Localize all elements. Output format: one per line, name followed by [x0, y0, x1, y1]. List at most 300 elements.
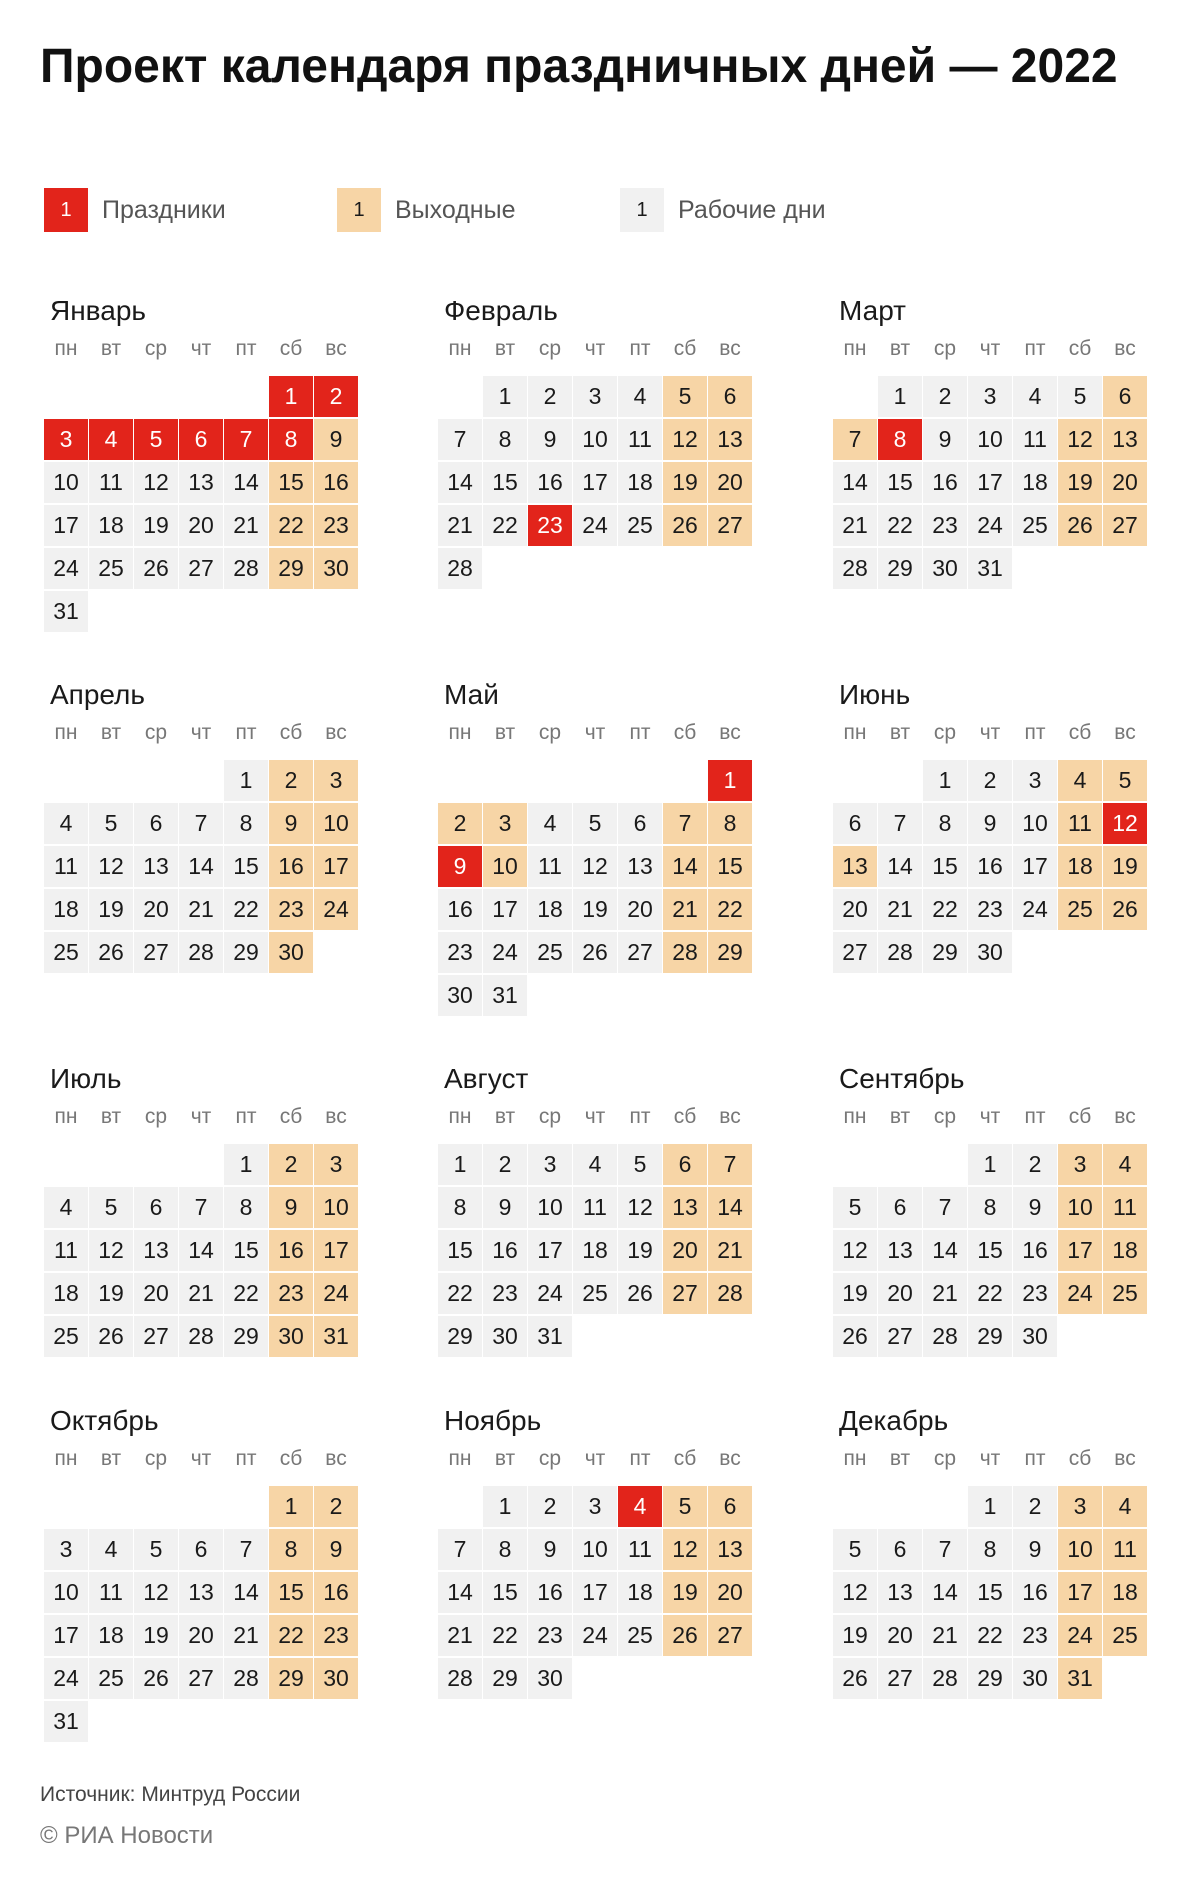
weekday-label: ср	[538, 1105, 562, 1128]
day-cell-work: 6	[833, 803, 877, 844]
day-cell-weekend: 30	[314, 1658, 358, 1699]
weekday-label: вт	[100, 337, 122, 360]
weekday-label: вт	[100, 1105, 122, 1128]
day-cell-weekend: 25	[1103, 1615, 1147, 1656]
day-cell-work: 11	[44, 1230, 88, 1271]
day-cell-work: 18	[528, 889, 572, 930]
day-cell-work: 22	[224, 1273, 268, 1314]
day-cell-work: 26	[573, 932, 617, 973]
day-cell-weekend: 21	[663, 889, 707, 930]
day-cell-work: 11	[89, 462, 133, 503]
day-cell-work: 29	[224, 932, 268, 973]
day-cell-weekend: 21	[708, 1230, 752, 1271]
day-cell-weekend: 22	[269, 505, 313, 546]
day-cell-weekend: 14	[663, 846, 707, 887]
day-cell-weekend: 2	[269, 760, 313, 801]
day-cell-work: 1	[483, 376, 527, 417]
day-cell-work: 16	[528, 1572, 572, 1613]
weekday-label: пт	[1024, 1447, 1046, 1470]
source-note: Источник: Минтруд России	[40, 1783, 301, 1806]
day-cell-weekend: 27	[708, 505, 752, 546]
weekday-label: чт	[190, 337, 212, 360]
day-cell-work: 3	[968, 376, 1012, 417]
day-cell-weekend: 15	[269, 462, 313, 503]
day-cell-work: 9	[483, 1187, 527, 1228]
day-cell-work: 28	[878, 932, 922, 973]
day-cell-weekend: 5	[1103, 760, 1147, 801]
day-cell-work: 11	[44, 846, 88, 887]
weekday-label: вс	[325, 1447, 347, 1470]
day-cell-work: 28	[438, 548, 482, 589]
day-cell-weekend: 6	[708, 376, 752, 417]
day-cell-weekend: 7	[663, 803, 707, 844]
weekday-label: вс	[1114, 721, 1136, 744]
day-cell-weekend: 10	[1058, 1187, 1102, 1228]
weekday-label: чт	[979, 1105, 1001, 1128]
weekday-label: сб	[279, 1447, 303, 1470]
day-cell-weekend: 17	[1058, 1572, 1102, 1613]
day-cell-work: 18	[618, 1572, 662, 1613]
day-cell-work: 23	[528, 1615, 572, 1656]
day-cell-weekend: 6	[708, 1486, 752, 1527]
day-cell-work: 1	[968, 1144, 1012, 1185]
weekday-label: пн	[843, 721, 867, 744]
day-cell-work: 27	[179, 548, 223, 589]
day-cell-work: 7	[438, 1529, 482, 1570]
day-cell-work: 16	[528, 462, 572, 503]
day-cell-weekend: 1	[269, 1486, 313, 1527]
weekday-label: пт	[629, 337, 651, 360]
day-cell-work: 8	[923, 803, 967, 844]
day-cell-work: 23	[1013, 1615, 1057, 1656]
day-cell-work: 1	[878, 376, 922, 417]
day-cell-work: 14	[833, 462, 877, 503]
day-cell-work: 12	[89, 1230, 133, 1271]
day-cell-weekend: 10	[483, 846, 527, 887]
weekday-label: чт	[979, 337, 1001, 360]
weekday-label: сб	[673, 1447, 697, 1470]
month-name: Октябрь	[50, 1405, 159, 1436]
day-cell-work: 19	[833, 1615, 877, 1656]
day-cell-weekend: 28	[663, 932, 707, 973]
day-grid	[833, 1144, 1153, 1404]
day-grid	[44, 760, 364, 1020]
day-cell-work: 20	[878, 1615, 922, 1656]
day-cell-weekend: 6	[1103, 376, 1147, 417]
day-cell-work: 19	[573, 889, 617, 930]
day-cell-work: 10	[573, 419, 617, 460]
day-cell-weekend: 10	[314, 803, 358, 844]
day-cell-work: 22	[224, 889, 268, 930]
weekday-label: пн	[54, 721, 78, 744]
day-cell-work: 1	[968, 1486, 1012, 1527]
weekday-label: пн	[843, 337, 867, 360]
day-cell-weekend: 5	[663, 376, 707, 417]
day-cell-work: 7	[179, 803, 223, 844]
day-cell-weekend: 23	[314, 1615, 358, 1656]
day-cell-weekend: 11	[1103, 1187, 1147, 1228]
day-cell-work: 2	[923, 376, 967, 417]
day-cell-weekend: 3	[314, 760, 358, 801]
day-cell-weekend: 3	[1058, 1144, 1102, 1185]
legend-item-work	[620, 188, 826, 232]
day-cell-weekend: 29	[708, 932, 752, 973]
day-cell-work: 5	[89, 803, 133, 844]
day-cell-work: 11	[618, 1529, 662, 1570]
day-cell-work: 6	[179, 1529, 223, 1570]
day-cell-work: 24	[573, 505, 617, 546]
weekday-label: пт	[235, 337, 257, 360]
day-cell-work: 15	[968, 1230, 1012, 1271]
weekday-label: вс	[1114, 1105, 1136, 1128]
weekday-label: пн	[54, 1105, 78, 1128]
month-name: Февраль	[444, 295, 558, 326]
day-cell-work: 25	[89, 548, 133, 589]
weekday-label: ср	[933, 1447, 957, 1470]
day-cell-work: 14	[179, 1230, 223, 1271]
day-cell-work: 28	[923, 1658, 967, 1699]
day-cell-work: 25	[618, 505, 662, 546]
month-8	[438, 1062, 758, 1404]
day-cell-work: 17	[968, 462, 1012, 503]
day-cell-work: 10	[44, 1572, 88, 1613]
day-cell-weekend: 4	[1103, 1144, 1147, 1185]
day-cell-holiday: 2	[314, 376, 358, 417]
day-cell-work: 20	[179, 1615, 223, 1656]
day-cell-work: 26	[134, 548, 178, 589]
weekday-header	[438, 1444, 758, 1474]
day-cell-work: 23	[438, 932, 482, 973]
day-cell-weekend: 10	[1058, 1529, 1102, 1570]
day-cell-work: 15	[483, 462, 527, 503]
day-cell-work: 25	[44, 932, 88, 973]
day-cell-work: 4	[528, 803, 572, 844]
day-cell-work: 28	[438, 1658, 482, 1699]
day-cell-weekend: 9	[314, 1529, 358, 1570]
day-cell-work: 31	[44, 591, 88, 632]
day-cell-weekend: 31	[1058, 1658, 1102, 1699]
day-cell-work: 27	[134, 1316, 178, 1357]
day-cell-work: 9	[968, 803, 1012, 844]
day-cell-work: 22	[968, 1615, 1012, 1656]
day-cell-work: 26	[833, 1316, 877, 1357]
day-cell-weekend: 4	[1058, 760, 1102, 801]
day-cell-weekend: 27	[708, 1615, 752, 1656]
day-cell-work: 11	[618, 419, 662, 460]
day-cell-work: 8	[968, 1529, 1012, 1570]
day-cell-work: 20	[179, 505, 223, 546]
day-cell-work: 4	[89, 1529, 133, 1570]
day-cell-work: 24	[528, 1273, 572, 1314]
month-name: Июнь	[839, 679, 911, 710]
day-cell-work: 25	[1013, 505, 1057, 546]
legend-item-weekend	[337, 188, 515, 232]
day-cell-work: 21	[224, 505, 268, 546]
day-cell-work: 18	[89, 1615, 133, 1656]
day-cell-weekend: 31	[314, 1316, 358, 1357]
day-cell-work: 7	[224, 1529, 268, 1570]
day-cell-work: 17	[44, 1615, 88, 1656]
legend-swatch-weekend: 1	[337, 188, 381, 232]
weekday-label: чт	[190, 1447, 212, 1470]
weekday-label: сб	[673, 337, 697, 360]
day-cell-work: 6	[618, 803, 662, 844]
day-cell-work: 20	[134, 1273, 178, 1314]
weekday-label: вт	[100, 1447, 122, 1470]
day-cell-weekend: 12	[663, 1529, 707, 1570]
month-name: Март	[839, 295, 906, 326]
day-cell-work: 17	[1013, 846, 1057, 887]
day-cell-work: 18	[89, 505, 133, 546]
day-grid	[833, 1486, 1153, 1746]
day-cell-weekend: 13	[833, 846, 877, 887]
day-cell-work: 14	[438, 462, 482, 503]
day-cell-work: 9	[528, 1529, 572, 1570]
weekday-label: сб	[1068, 1447, 1092, 1470]
day-cell-work: 13	[134, 1230, 178, 1271]
day-cell-work: 5	[833, 1187, 877, 1228]
day-cell-work: 26	[618, 1273, 662, 1314]
weekday-header	[438, 718, 758, 748]
day-cell-weekend: 20	[708, 462, 752, 503]
weekday-label: вс	[719, 721, 741, 744]
copyright: © РИА Новости	[40, 1822, 214, 1849]
weekday-header	[833, 1444, 1153, 1474]
day-cell-work: 20	[833, 889, 877, 930]
day-cell-weekend: 3	[314, 1144, 358, 1185]
day-cell-work: 8	[968, 1187, 1012, 1228]
day-cell-weekend: 27	[1103, 505, 1147, 546]
day-cell-work: 2	[528, 1486, 572, 1527]
day-cell-work: 25	[89, 1658, 133, 1699]
weekday-label: чт	[584, 1105, 606, 1128]
day-cell-work: 29	[483, 1658, 527, 1699]
month-3	[833, 294, 1153, 636]
day-cell-work: 20	[618, 889, 662, 930]
day-cell-work: 2	[528, 376, 572, 417]
weekday-header	[438, 1102, 758, 1132]
day-cell-weekend: 29	[269, 548, 313, 589]
day-cell-work: 21	[878, 889, 922, 930]
legend-item-holiday	[44, 188, 226, 232]
day-cell-work: 19	[618, 1230, 662, 1271]
day-cell-weekend: 8	[708, 803, 752, 844]
day-cell-work: 1	[438, 1144, 482, 1185]
day-cell-work: 16	[968, 846, 1012, 887]
weekday-label: ср	[144, 337, 168, 360]
day-cell-weekend: 30	[269, 1316, 313, 1357]
weekday-label: вс	[719, 1105, 741, 1128]
day-cell-work: 24	[968, 505, 1012, 546]
weekday-header	[833, 718, 1153, 748]
day-grid	[438, 376, 758, 636]
day-cell-holiday: 6	[179, 419, 223, 460]
day-cell-work: 5	[573, 803, 617, 844]
day-cell-work: 12	[618, 1187, 662, 1228]
weekday-label: сб	[1068, 721, 1092, 744]
day-cell-work: 10	[968, 419, 1012, 460]
weekday-label: вс	[325, 721, 347, 744]
legend	[0, 188, 1200, 232]
day-cell-work: 13	[878, 1572, 922, 1613]
month-5	[438, 678, 758, 1020]
day-cell-holiday: 9	[438, 846, 482, 887]
day-cell-weekend: 26	[1058, 505, 1102, 546]
weekday-label: пн	[448, 721, 472, 744]
day-cell-work: 22	[483, 1615, 527, 1656]
day-cell-work: 9	[923, 419, 967, 460]
day-cell-weekend: 20	[663, 1230, 707, 1271]
weekday-label: пн	[54, 1447, 78, 1470]
day-cell-weekend: 18	[1103, 1230, 1147, 1271]
day-cell-holiday: 1	[708, 760, 752, 801]
day-cell-work: 14	[224, 1572, 268, 1613]
day-cell-work: 29	[923, 932, 967, 973]
weekday-label: ср	[538, 337, 562, 360]
weekday-label: пн	[843, 1447, 867, 1470]
day-cell-weekend: 24	[1058, 1615, 1102, 1656]
day-cell-weekend: 12	[663, 419, 707, 460]
day-cell-work: 14	[224, 462, 268, 503]
day-cell-work: 21	[438, 1615, 482, 1656]
day-cell-work: 12	[134, 1572, 178, 1613]
day-cell-work: 15	[483, 1572, 527, 1613]
weekday-label: вт	[889, 1105, 911, 1128]
weekday-label: сб	[1068, 337, 1092, 360]
weekday-header	[44, 334, 364, 364]
day-cell-work: 28	[224, 1658, 268, 1699]
day-cell-work: 28	[224, 548, 268, 589]
day-cell-work: 9	[528, 419, 572, 460]
day-cell-weekend: 24	[1058, 1273, 1102, 1314]
day-cell-work: 18	[573, 1230, 617, 1271]
day-cell-work: 15	[878, 462, 922, 503]
day-cell-holiday: 1	[269, 376, 313, 417]
day-cell-work: 27	[134, 932, 178, 973]
weekday-label: вт	[494, 337, 516, 360]
month-10	[44, 1404, 364, 1746]
day-cell-work: 4	[573, 1144, 617, 1185]
weekday-header	[438, 334, 758, 364]
day-cell-work: 2	[1013, 1144, 1057, 1185]
weekday-label: ср	[933, 337, 957, 360]
month-name: Июль	[50, 1063, 122, 1094]
day-cell-work: 25	[44, 1316, 88, 1357]
day-cell-weekend: 19	[663, 462, 707, 503]
weekday-label: ср	[933, 1105, 957, 1128]
day-cell-work: 2	[1013, 1486, 1057, 1527]
day-cell-weekend: 13	[708, 419, 752, 460]
day-cell-work: 13	[179, 1572, 223, 1613]
month-name: Январь	[50, 295, 146, 326]
weekday-header	[44, 1102, 364, 1132]
day-cell-work: 10	[44, 462, 88, 503]
day-cell-weekend: 17	[314, 1230, 358, 1271]
month-2	[438, 294, 758, 636]
day-cell-weekend: 7	[833, 419, 877, 460]
day-cell-work: 19	[89, 1273, 133, 1314]
day-cell-work: 16	[923, 462, 967, 503]
day-cell-work: 13	[878, 1230, 922, 1271]
day-cell-weekend: 23	[269, 889, 313, 930]
day-cell-work: 26	[89, 932, 133, 973]
weekday-label: вт	[889, 1447, 911, 1470]
day-cell-work: 5	[1058, 376, 1102, 417]
day-cell-weekend: 13	[1103, 419, 1147, 460]
day-cell-work: 18	[618, 462, 662, 503]
legend-swatch-work: 1	[620, 188, 664, 232]
day-cell-work: 24	[44, 1658, 88, 1699]
day-cell-work: 21	[833, 505, 877, 546]
day-cell-work: 18	[1013, 462, 1057, 503]
day-cell-weekend: 22	[269, 1615, 313, 1656]
weekday-label: пт	[1024, 337, 1046, 360]
day-cell-work: 22	[923, 889, 967, 930]
day-cell-work: 29	[438, 1316, 482, 1357]
day-cell-work: 17	[44, 505, 88, 546]
day-cell-work: 25	[618, 1615, 662, 1656]
day-cell-weekend: 2	[269, 1144, 313, 1185]
day-cell-work: 15	[438, 1230, 482, 1271]
weekday-label: ср	[144, 1447, 168, 1470]
day-cell-work: 30	[528, 1658, 572, 1699]
day-cell-weekend: 19	[1103, 846, 1147, 887]
day-cell-weekend: 26	[663, 1615, 707, 1656]
day-cell-work: 6	[878, 1529, 922, 1570]
day-cell-weekend: 6	[663, 1144, 707, 1185]
day-cell-work: 1	[923, 760, 967, 801]
day-cell-work: 10	[573, 1529, 617, 1570]
weekday-label: ср	[933, 721, 957, 744]
weekday-label: вс	[325, 337, 347, 360]
day-cell-work: 7	[438, 419, 482, 460]
day-cell-work: 6	[134, 803, 178, 844]
weekday-label: сб	[279, 337, 303, 360]
day-cell-work: 10	[1013, 803, 1057, 844]
day-cell-weekend: 16	[269, 1230, 313, 1271]
day-cell-holiday: 4	[618, 1486, 662, 1527]
weekday-label: ср	[538, 1447, 562, 1470]
day-cell-weekend: 18	[1103, 1572, 1147, 1613]
day-cell-work: 7	[179, 1187, 223, 1228]
day-cell-weekend: 16	[314, 1572, 358, 1613]
day-cell-work: 19	[134, 1615, 178, 1656]
day-cell-weekend: 9	[314, 419, 358, 460]
day-cell-work: 30	[968, 932, 1012, 973]
day-cell-weekend: 16	[269, 846, 313, 887]
day-cell-work: 24	[483, 932, 527, 973]
day-cell-work: 24	[1013, 889, 1057, 930]
day-cell-work: 27	[878, 1658, 922, 1699]
day-cell-weekend: 7	[708, 1144, 752, 1185]
day-cell-work: 7	[923, 1529, 967, 1570]
day-cell-work: 3	[528, 1144, 572, 1185]
day-cell-weekend: 2	[438, 803, 482, 844]
legend-label-weekend: Выходные	[395, 195, 516, 224]
day-cell-work: 5	[618, 1144, 662, 1185]
weekday-label: пт	[629, 1105, 651, 1128]
day-cell-work: 23	[483, 1273, 527, 1314]
day-cell-weekend: 22	[708, 889, 752, 930]
day-cell-work: 13	[134, 846, 178, 887]
day-cell-work: 11	[1013, 419, 1057, 460]
day-cell-work: 13	[179, 462, 223, 503]
day-cell-weekend: 12	[1058, 419, 1102, 460]
day-grid	[438, 1486, 758, 1746]
day-cell-work: 4	[618, 376, 662, 417]
day-cell-work: 28	[179, 1316, 223, 1357]
day-cell-work: 31	[528, 1316, 572, 1357]
